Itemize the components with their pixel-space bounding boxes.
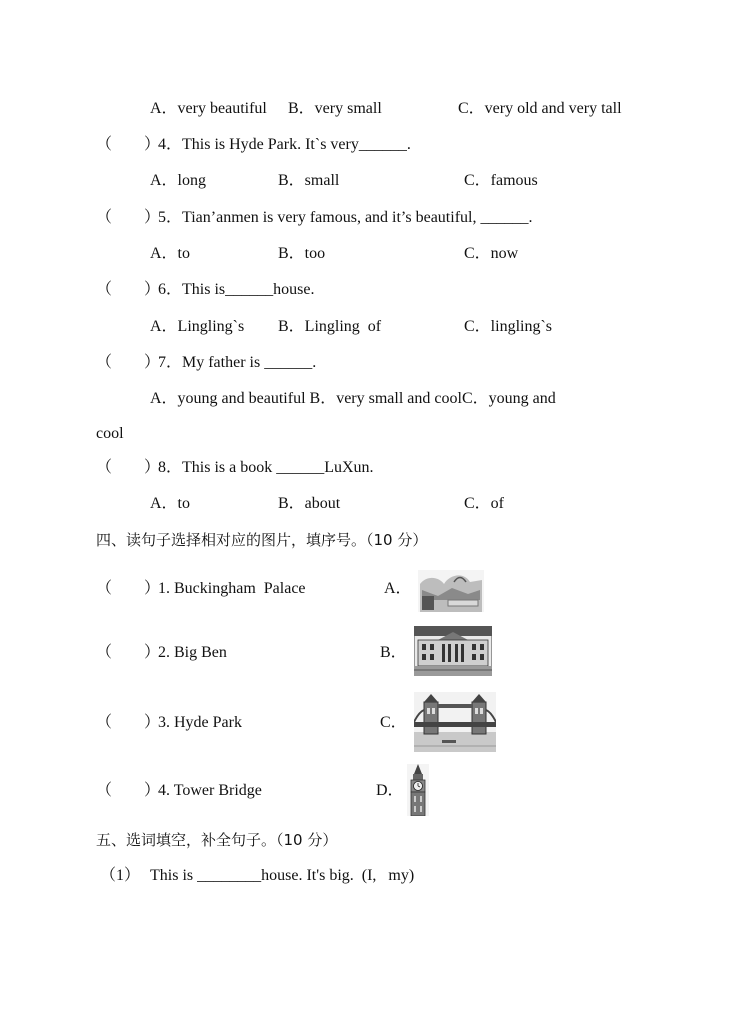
q7-options-line: A．young and beautiful B．very small and coolC．young and — [150, 390, 556, 407]
s4-picture-d-label: D． — [376, 782, 404, 799]
s5-q1-number: （1） — [100, 867, 141, 884]
q8-option-b: B．about — [278, 495, 341, 512]
section5-title: 五、选词填空，补全句子。（10 分） — [96, 831, 338, 849]
s4-picture-b-label: B． — [380, 644, 407, 661]
hyde-park-icon — [418, 570, 484, 612]
s4-item2-paren[interactable]: （ ） — [96, 644, 161, 661]
q5-answer-paren[interactable]: （ ） — [96, 209, 161, 226]
q6-answer-paren[interactable]: （ ） — [96, 281, 161, 298]
q5-option-c: C．now — [464, 245, 519, 262]
q4-option-b: B．small — [278, 172, 340, 189]
tower-bridge-icon — [414, 692, 496, 752]
section4-title: 四、读句子选择相对应的图片，填序号。（10 分） — [96, 531, 428, 549]
q8-answer-paren[interactable]: （ ） — [96, 459, 161, 476]
q6-option-b: B．Lingling of — [278, 318, 382, 335]
s4-picture-c-label: C． — [380, 714, 407, 731]
q7-answer-paren[interactable]: （ ） — [96, 354, 161, 371]
q8-option-c: C．of — [464, 495, 505, 512]
s4-item4-text: 4. Tower Bridge — [158, 782, 262, 799]
big-ben-icon — [407, 764, 429, 816]
q5-option-a: A．to — [150, 245, 191, 262]
s4-picture-a-label: A． — [384, 580, 412, 597]
s4-item3-paren[interactable]: （ ） — [96, 714, 161, 731]
buckingham-palace-icon — [414, 626, 492, 676]
s4-item1-text: 1. Buckingham Palace — [158, 580, 306, 597]
q6-option-a: A．Lingling`s — [150, 318, 245, 335]
s4-item2-text: 2. Big Ben — [158, 644, 227, 661]
s4-item1-paren[interactable]: （ ） — [96, 580, 161, 597]
q4-answer-paren[interactable]: （ ） — [96, 136, 161, 153]
s4-item4-paren[interactable]: （ ） — [96, 782, 161, 799]
q7-stem: 7．My father is ______. — [158, 354, 317, 371]
q4-option-c: C．famous — [464, 172, 538, 189]
q3-option-c: C．very old and very tall — [458, 100, 622, 117]
q8-stem: 8．This is a book ______LuXun. — [158, 459, 374, 476]
q5-option-b: B．too — [278, 245, 326, 262]
q3-option-b: B．very small — [288, 100, 382, 117]
q4-option-a: A．long — [150, 172, 207, 189]
s4-item3-text: 3. Hyde Park — [158, 714, 242, 731]
q6-option-c: C．lingling`s — [464, 318, 553, 335]
q6-stem: 6．This is______house. — [158, 281, 315, 298]
q4-stem: 4．This is Hyde Park. It`s very______. — [158, 136, 411, 153]
q3-option-a: A．very beautiful — [150, 100, 267, 117]
s5-q1-text: This is ________house. It's big. (I, my) — [150, 867, 415, 884]
q5-stem: 5．Tian’anmen is very famous, and it’s beautiful, ______. — [158, 209, 533, 226]
q8-option-a: A．to — [150, 495, 191, 512]
q7-options-wrap: cool — [96, 425, 124, 442]
